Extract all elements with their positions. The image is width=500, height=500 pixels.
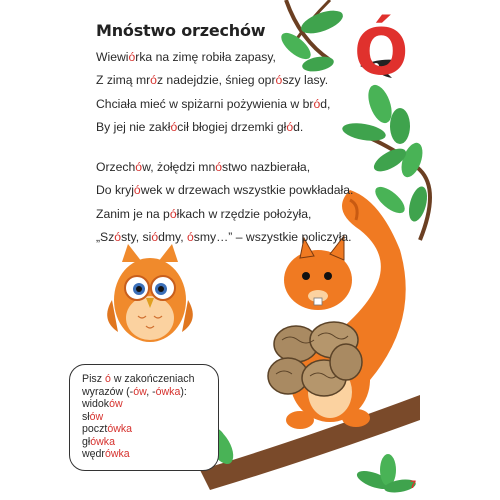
poem-line-4 (96, 116, 396, 139)
highlighted-letters: ów (109, 398, 123, 410)
text-segment: d. (293, 120, 304, 135)
text-segment: w zakończeniach (110, 373, 195, 385)
poem-stanza-1 (96, 46, 396, 140)
rule-line-1 (82, 373, 218, 386)
text-segment: Z zimą mr (96, 73, 151, 88)
highlighted-letters: ó (151, 230, 159, 245)
poem-line-3 (96, 203, 396, 226)
highlighted-letters: ówka (104, 448, 130, 460)
text-segment: Orzech (96, 160, 136, 174)
highlighted-letters: ó (135, 160, 143, 174)
text-segment: Chciała mieć w spiżarni pożywienia w br (96, 96, 314, 111)
text-segment: gł (82, 435, 91, 448)
poem-stanza-2 (96, 156, 396, 250)
text-segment: rka na zimę robiła zapasy, (135, 50, 276, 64)
highlighted-letters: ó (128, 50, 136, 64)
text-segment: sł (82, 410, 90, 423)
text-segment: smy…” – wszystkie policzyła. (193, 230, 352, 245)
page-number: 7 (410, 479, 417, 491)
poem-line-1 (96, 46, 396, 69)
poem-line-2 (96, 179, 396, 202)
text-segment: By jej nie zakł (96, 120, 171, 135)
text-segment: Zanim je na p (96, 206, 170, 221)
rule-line-4 (82, 411, 218, 424)
page-title: Mnóstwo orzechów (96, 21, 266, 40)
text-segment: , - (146, 385, 156, 398)
text-segment: Wiewi (96, 50, 129, 64)
text-segment: ): (180, 385, 187, 398)
highlighted-letters: ó (313, 96, 321, 111)
text-segment: wyrazów (- (82, 385, 134, 398)
text-segment: Pisz (82, 373, 105, 385)
rule-line-6 (82, 436, 218, 449)
text-segment: łkach w rzędzie położyła, (176, 206, 312, 221)
highlighted-letters: ó (275, 73, 283, 88)
highlighted-letters: ó (170, 120, 178, 135)
text-segment: stwo nazbierała, (222, 160, 311, 174)
highlighted-letters: ówka (90, 435, 115, 448)
text-segment: z nadejdzie, śnieg opr (156, 73, 276, 88)
highlighted-letters: ó (187, 230, 194, 245)
rule-line-7 (82, 448, 218, 461)
poem-line-2 (96, 69, 396, 92)
text-segment: widok (82, 398, 110, 410)
highlighted-letters: ó (286, 120, 294, 135)
spelling-rule-box (69, 364, 219, 471)
poem-line-3 (96, 93, 396, 116)
poem-line-1 (96, 156, 396, 179)
letter-o-acute: Ó (354, 16, 409, 90)
text-segment: „Sz (96, 230, 115, 245)
text-segment: dmy, (158, 230, 187, 245)
poem-line-4 (96, 226, 396, 249)
rule-line-3 (82, 398, 218, 411)
highlighted-letters: ów (133, 385, 147, 398)
text-segment: Do kryj (96, 183, 134, 198)
owl-illustration (107, 244, 193, 342)
text-segment: cił błogiej drzemki gł (177, 120, 287, 135)
text-segment: wędr (82, 448, 105, 460)
text-segment: poczt (82, 423, 108, 435)
highlighted-letters: ó (150, 73, 157, 88)
text-segment: w, żołędzi mn (142, 160, 216, 174)
highlighted-letters: ów (89, 410, 104, 423)
highlighted-letters: ó (169, 206, 177, 221)
text-segment: d, (320, 96, 331, 111)
highlighted-letters: ówka (155, 385, 181, 398)
text-segment: szy lasy. (282, 73, 329, 88)
highlighted-letters: ó (114, 230, 122, 245)
rule-line-5 (82, 423, 218, 436)
highlighted-letters: ówka (107, 423, 133, 435)
highlighted-letters: ó (215, 160, 223, 174)
text-segment: sty, si (121, 230, 152, 245)
highlighted-letters: ó (133, 183, 141, 198)
highlighted-letters: ó (104, 373, 111, 385)
rule-line-2 (82, 386, 218, 399)
text-segment: wek w drzewach wszystkie powkładała. (140, 183, 354, 198)
